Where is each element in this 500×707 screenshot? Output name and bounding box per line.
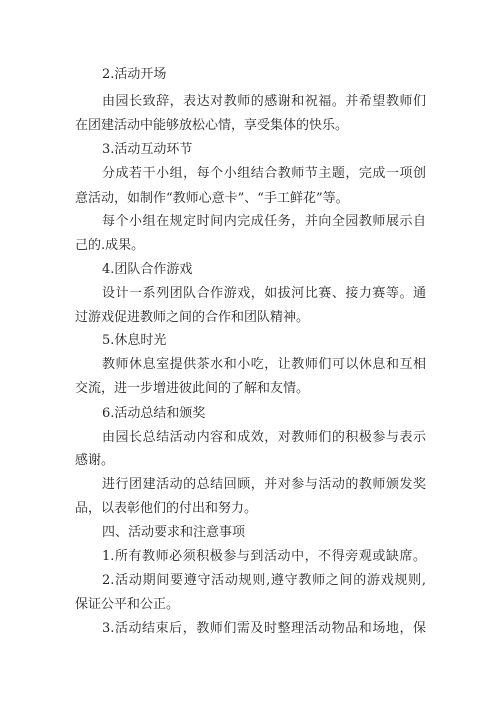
paragraph-line: 在团建活动中能够放松心情，享受集体的快乐。 — [75, 118, 349, 133]
heading-team-games: 4.团队合作游戏 — [102, 262, 193, 277]
paragraph-line: 进行团建活动的总结回顾，并对参与活动的教师颁发奖 — [102, 477, 426, 492]
heading-break-time: 5.休息时光 — [102, 333, 167, 348]
paragraph-line: 由园长致辞，表达对教师的感谢和祝福。并希望教师们 — [102, 94, 426, 109]
paragraph-line: 感谢。 — [75, 453, 115, 468]
paragraph-line: 每个小组在规定时间内完成任务，并向全园教师展示自 — [102, 214, 426, 229]
heading-summary-awards: 6.活动总结和颁奖 — [102, 406, 206, 421]
section-heading-requirements: 四、活动要求和注意事项 — [102, 525, 246, 540]
paragraph-line: 品，以表彰他们的付出和努力。 — [75, 501, 258, 516]
paragraph-line: 由园长总结活动内容和成效，对教师们的积极参与表示 — [102, 430, 426, 445]
paragraph-line: 交流，进一步增进彼此间的了解和友情。 — [75, 381, 310, 396]
paragraph-line: 教师休息室提供茶水和小吃，让教师们可以休息和互相 — [102, 357, 426, 372]
heading-interaction: 3.活动互动环节 — [102, 142, 193, 157]
list-item: 1.所有教师必须积极参与到活动中，不得旁观或缺席。 — [102, 549, 426, 564]
paragraph-line: 分成若干小组，每个小组结合教师节主题，完成一项创 — [102, 166, 426, 181]
list-item: 2.活动期间要遵守活动规则,遵守教师之间的游戏规则, — [102, 573, 426, 588]
paragraph-line: 过游戏促进教师之间的合作和团队精神。 — [75, 310, 310, 325]
list-item: 3.活动结束后，教师们需及时整理活动物品和场地，保 — [102, 621, 426, 636]
paragraph-line: 己的.成果。 — [75, 238, 145, 253]
paragraph-line: 意活动，如制作“教师心意卡”、“手工鲜花”等。 — [75, 191, 349, 206]
heading-activity-opening: 2.活动开场 — [102, 67, 167, 82]
paragraph-line: 设计一系列团队合作游戏，如拔河比赛、接力赛等。通 — [102, 286, 426, 301]
list-item-continuation: 保证公平和公正。 — [75, 597, 180, 612]
